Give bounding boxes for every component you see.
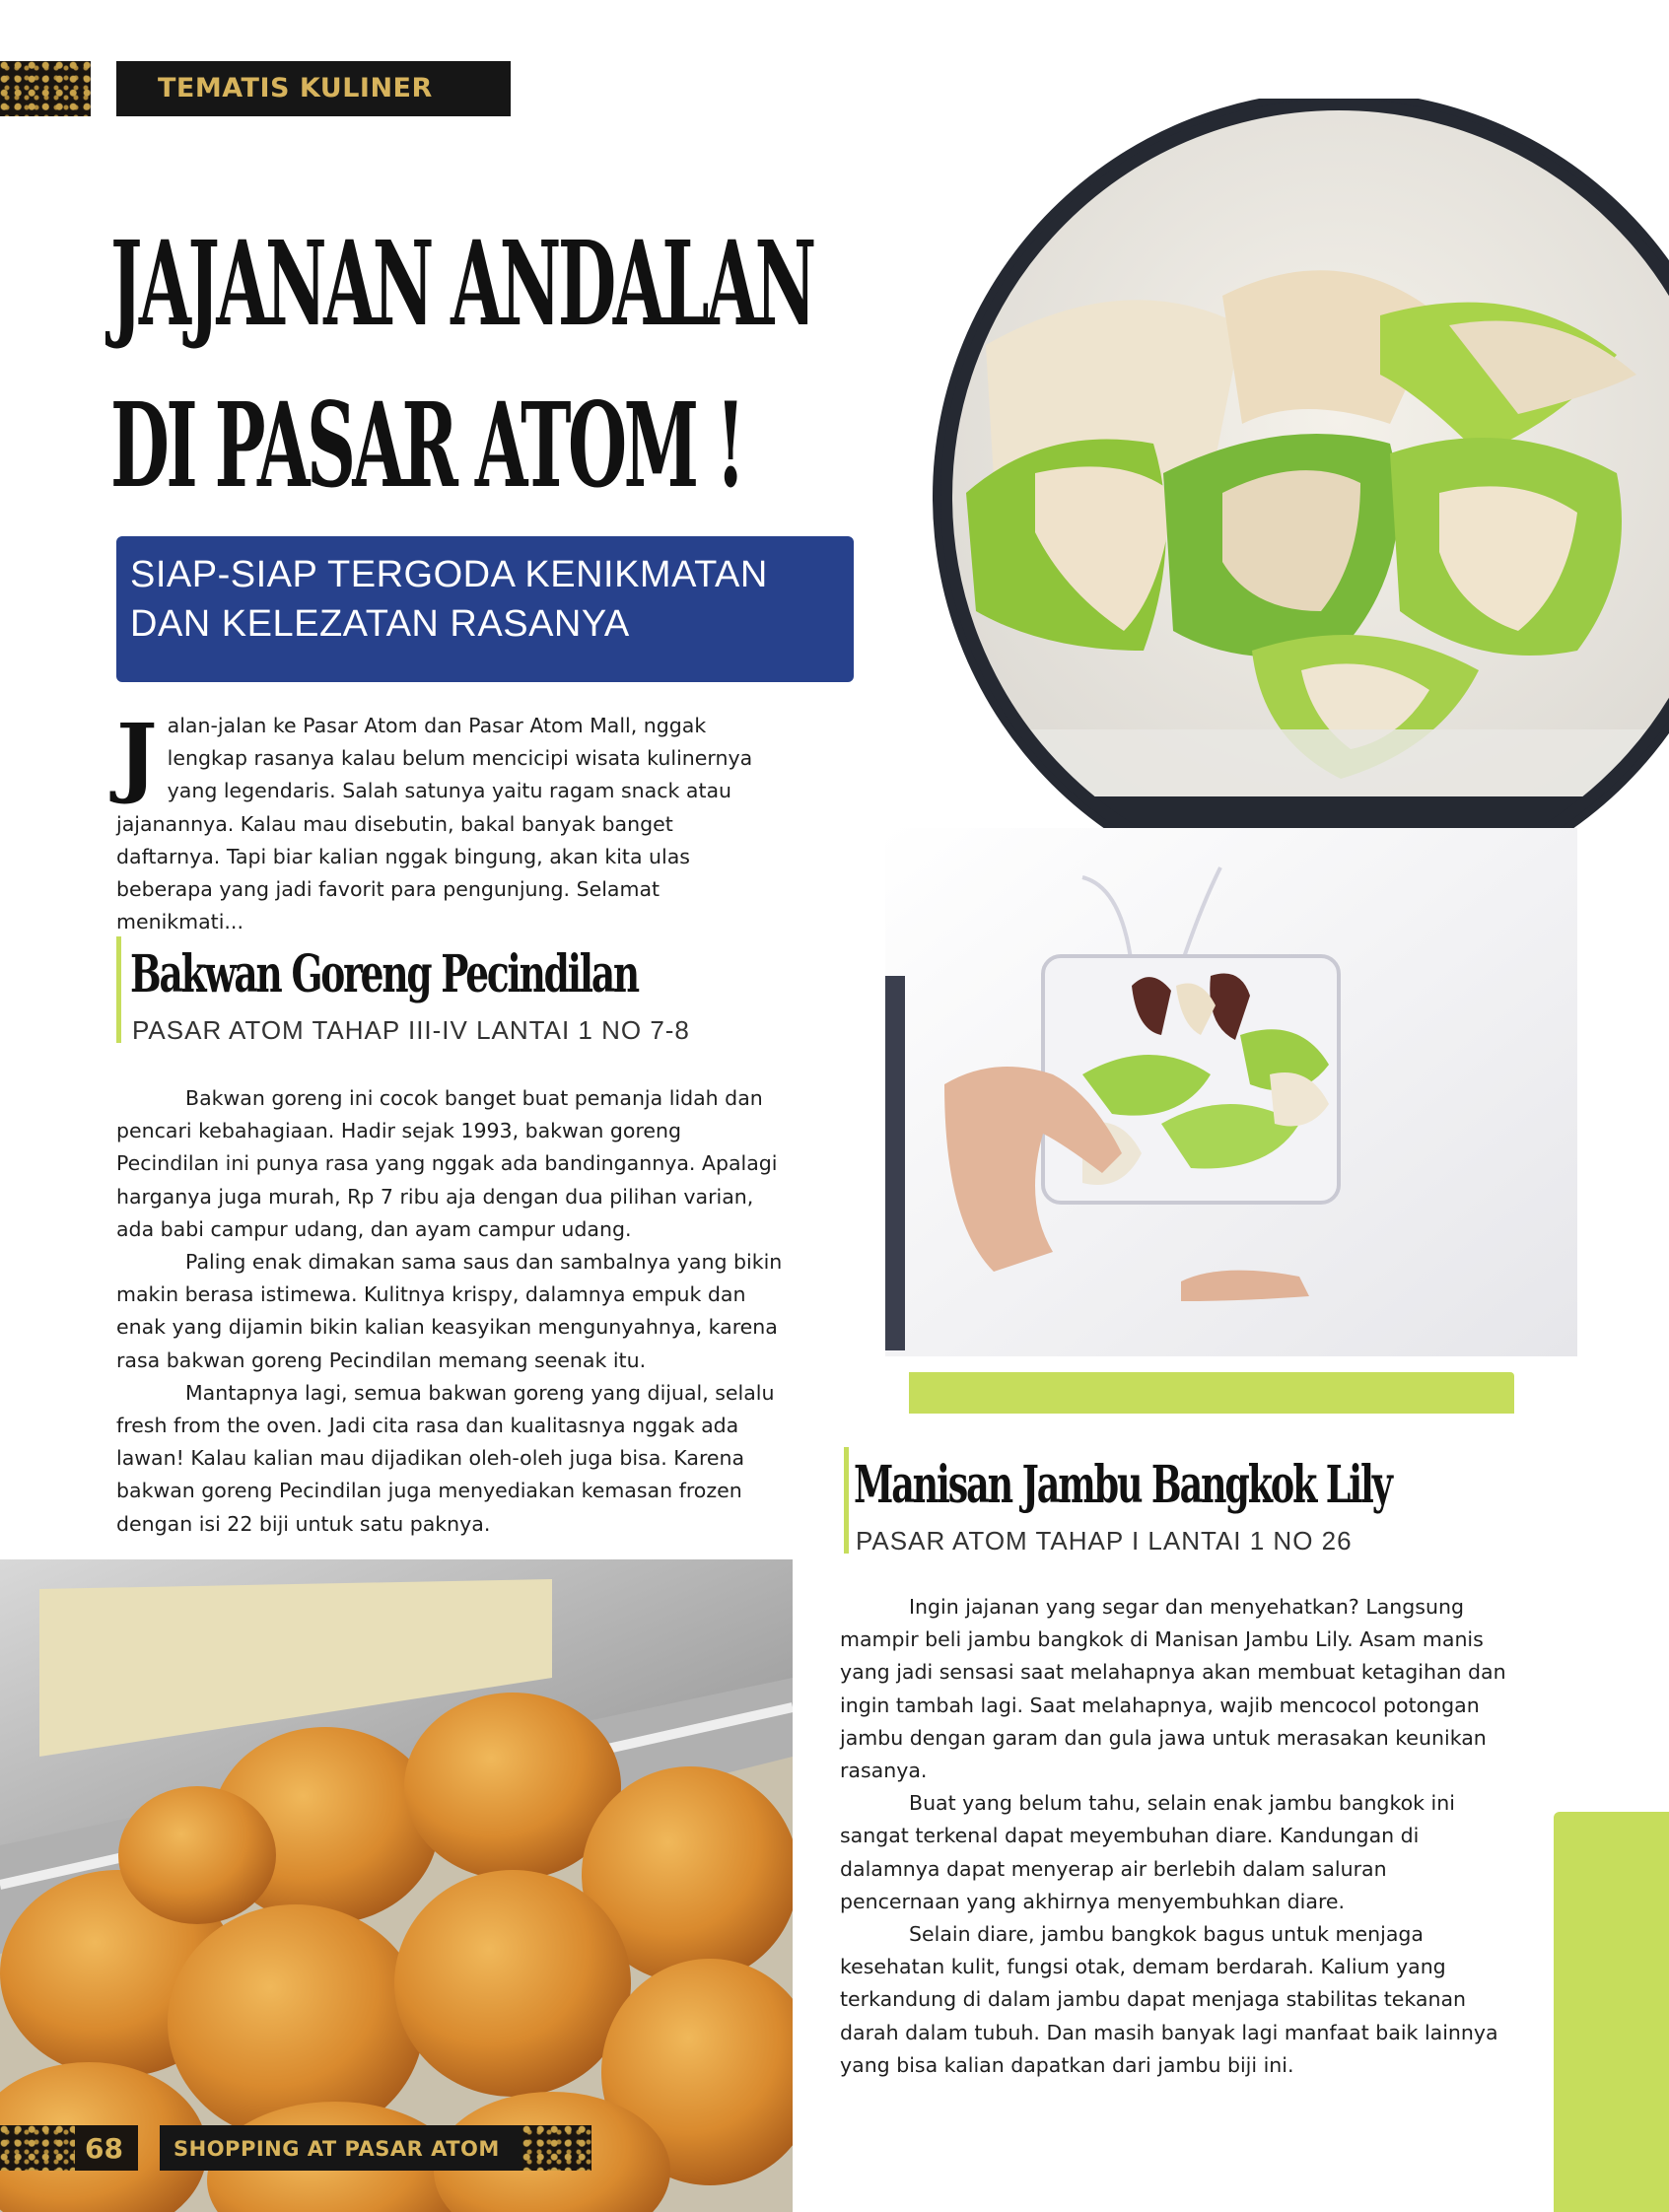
batik-ornament-footer-right bbox=[522, 2125, 591, 2171]
section1-heading: Bakwan Goreng Pecindilan bbox=[130, 944, 638, 1004]
section-label bbox=[116, 61, 511, 116]
accent-bar-horizontal bbox=[909, 1372, 1514, 1414]
section2-accent-line bbox=[844, 1447, 849, 1554]
section2-paragraph: Ingin jajanan yang segar dan menyehatkan? Langsung mampir beli jambu bangkok di Manisan Jambu Lily. Asam manis yang jadi sensasi saat melahapnya akan membuat ketagihan dan ingin tambah lagi. Saat melahapnya, wajib mencocol potongan jambu dengan garam dan gula jawa untuk merasakan keunikan rasanya. bbox=[840, 1595, 1506, 1783]
section1-address: PASAR ATOM TAHAP III-IV LANTAI 1 NO 7-8 bbox=[132, 1015, 690, 1045]
section2-paragraph: Buat yang belum tahu, selain enak jambu bangkok ini sangat terkenal dapat meyembuhan diare. Kandungan di dalamnya dapat menyerap air berlebih dalam saluran pencernaan yang akhirnya menyembuhkan diare. bbox=[840, 1791, 1455, 1913]
page-number: 68 bbox=[85, 2132, 123, 2165]
section1-accent-line bbox=[116, 936, 121, 1043]
section1-paragraph: Bakwan goreng ini cocok banget buat pemanja lidah dan pencari kebahagiaan. Hadir sejak 1993, bakwan goreng Pecindilan ini punya rasa yang nggak ada bandingannya. Apalagi harganya juga murah, Rp 7 ribu aja dengan dua pilihan varian, ada babi campur udang, dan ayam campur udang. bbox=[116, 1086, 778, 1241]
section1-body bbox=[116, 1082, 787, 1541]
bakwan-photo bbox=[0, 1559, 793, 2212]
section1-paragraph: Mantapnya lagi, semua bakwan goreng yang dijual, selalu fresh from the oven. Jadi cita rasa dan kualitasnya nggak ada lawan! Kalau kalian mau dijadikan oleh-oleh juga bisa. Karena bakwan goreng Pecindilan juga menyediakan kemasan frozen dengan isi 22 biji untuk satu paknya. bbox=[116, 1380, 775, 1536]
magazine-title: SHOPPING AT PASAR ATOM bbox=[174, 2137, 500, 2161]
section2-body bbox=[840, 1591, 1512, 2082]
page-title-line2: DI PASAR ATOM ! bbox=[110, 377, 742, 514]
guava-circle-photo bbox=[927, 99, 1669, 838]
section2-address: PASAR ATOM TAHAP I LANTAI 1 NO 26 bbox=[856, 1526, 1353, 1555]
guava-box-photo bbox=[885, 828, 1577, 1356]
batik-ornament-top bbox=[0, 61, 91, 116]
subtitle-line2: DAN KELEZATAN RASANYA bbox=[130, 603, 630, 645]
intro-paragraph bbox=[116, 704, 777, 938]
section-label-text: TEMATIS KULINER bbox=[158, 73, 433, 104]
section2-heading: Manisan Jambu Bangkok Lily bbox=[854, 1455, 1391, 1515]
section2-paragraph: Selain diare, jambu bangkok bagus untuk menjaga kesehatan kulit, fungsi otak, demam berdarah. Kalium yang terkandung di dalam jambu dapat menjaga stabilitas tekanan darah dalam tubuh. Dan masih banyak lagi manfaat baik lainnya yang bisa kalian dapatkan dari jambu biji ini. bbox=[840, 1922, 1498, 2077]
intro-text: alan-jalan ke Pasar Atom dan Pasar Atom Mall, nggak lengkap rasanya kalau belum mencicipi wisata kulinernya yang legendaris. Salah satunya yaitu ragam snack atau jajanannya. Kalau mau disebutin, bakal banyak banget daftarnya. Tapi biar kalian nggak bingung, akan kita ulas beberapa yang jadi favorit para pengunjung. Selamat menikmati... bbox=[116, 714, 753, 934]
page-title-line1: JAJANAN ANDALAN bbox=[110, 215, 813, 352]
subtitle-box bbox=[116, 536, 854, 682]
subtitle-line1: SIAP-SIAP TERGODA KENIKMATAN bbox=[130, 554, 768, 595]
drop-cap: J bbox=[116, 704, 158, 806]
section1-paragraph: Paling enak dimakan sama saus dan sambalnya yang bikin makin berasa istimewa. Kulitnya krispy, dalamnya empuk dan enak yang dijamin bikin kalian keasyikan mengunyahnya, karena rasa bakwan goreng Pecindilan memang seenak itu. bbox=[116, 1250, 783, 1372]
batik-ornament-footer-left bbox=[0, 2125, 75, 2171]
accent-bar-vertical bbox=[1554, 1812, 1669, 2212]
